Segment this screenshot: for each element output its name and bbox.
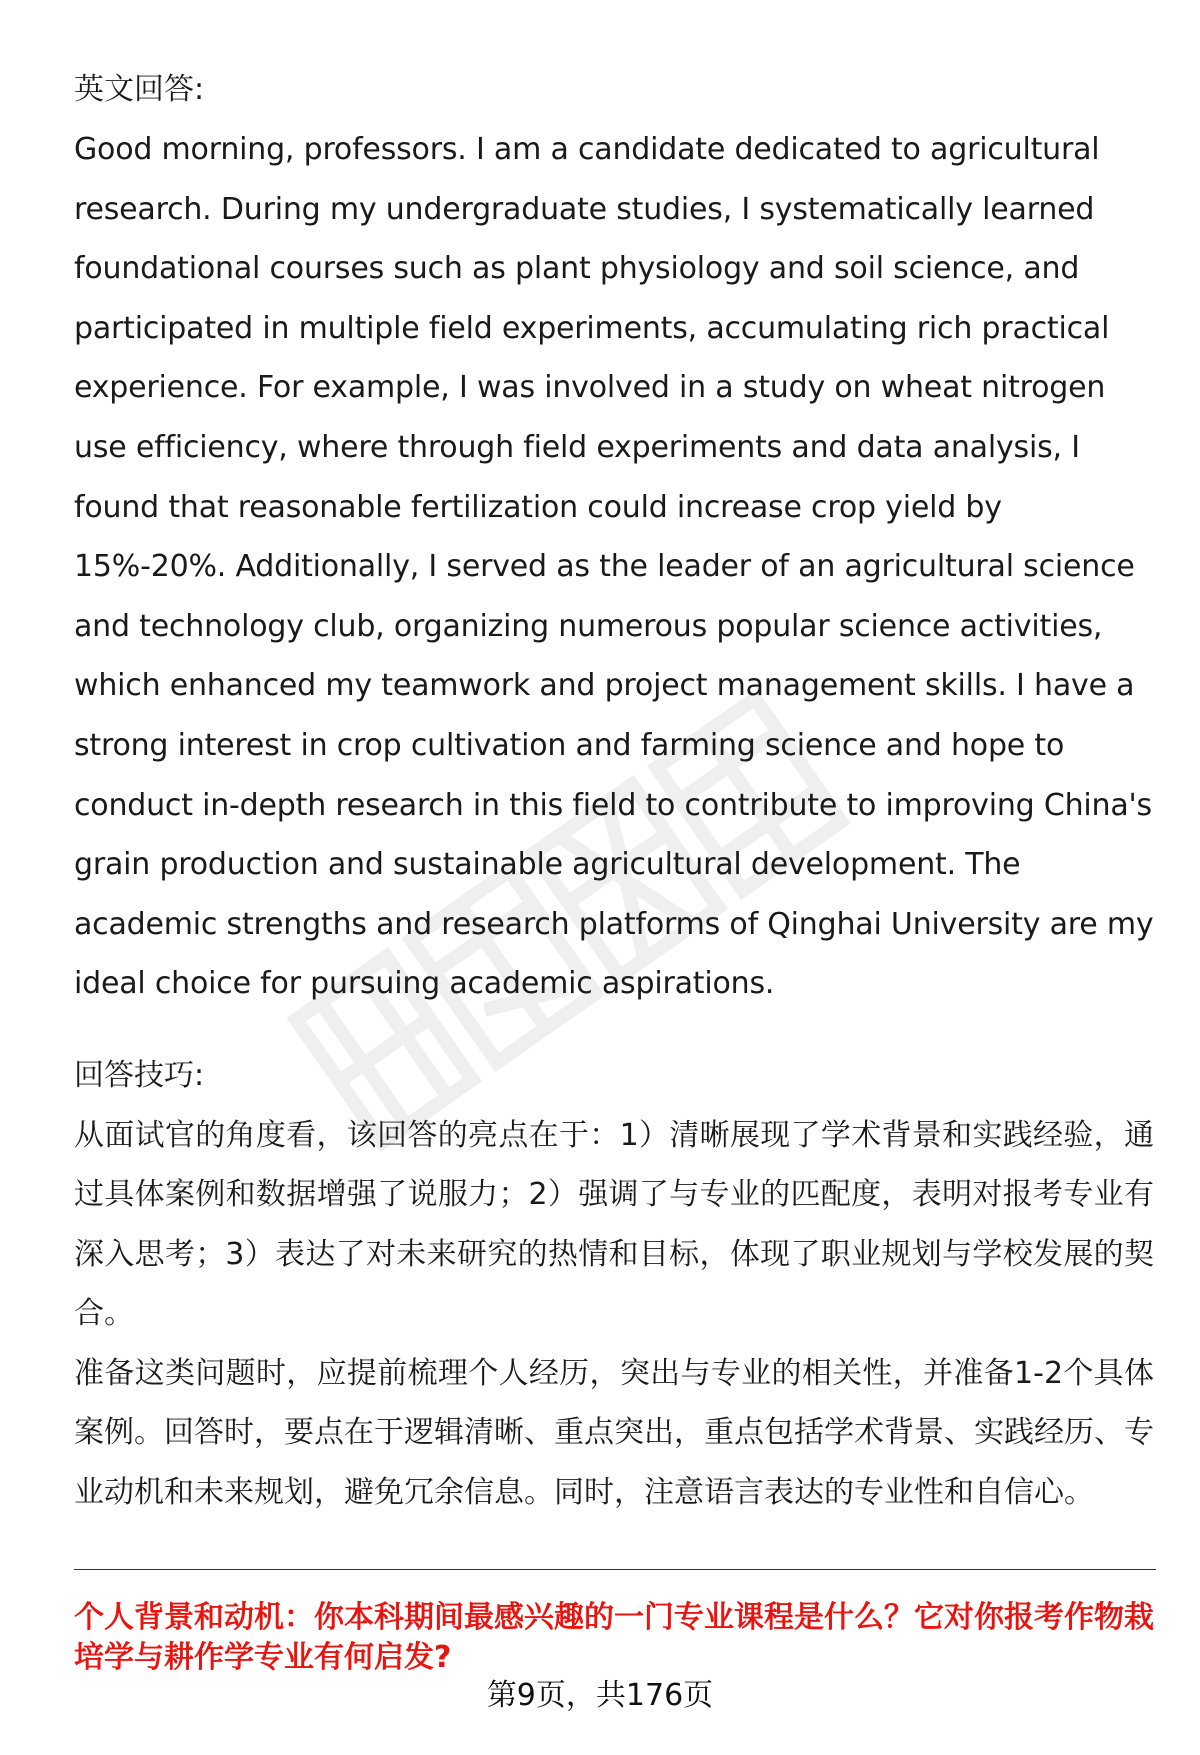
english-answer-label: 英文回答: <box>74 72 205 107</box>
next-question-heading: 个人背景和动机：你本科期间最感兴趣的一门专业课程是什么？它对你报考作物栽培学与耕作学专业有何启发? <box>74 1600 1154 1675</box>
answer-tips-paragraph-1: 从面试官的角度看，该回答的亮点在于：1）清晰展现了学术背景和实践经验，通过具体案例和数据增强了说服力；2）强调了与专业的匹配度，表明对报考专业有深入思考；3）表达了对未来研究的热情和目标，体现了职业规划与学校发展的契合。 <box>74 1117 1154 1332</box>
document-body <box>74 60 1154 1522</box>
section-divider <box>74 1569 1156 1570</box>
page-indicator: 第9页，共176页 <box>486 1678 714 1713</box>
answer-tips-label: 回答技巧: <box>74 1057 205 1093</box>
english-answer-text: Good morning, professors. I am a candidate dedicated to agricultural research. During my undergraduate studies, I systematically learned foundational courses such as plant physiology and soil science, and participated in multiple field experiments, accumulating rich practical experience. For example, I was involved in a study on wheat nitrogen use efficiency, where through field experiments and data analysis, I found that reasonable fertilization could increase crop yield by 15%-20%. Additionally, I served as the leader of an agricultural science and technology club, organizing numerous popular science activities, which enhanced my teamwork and project management skills. I have a strong interest in crop cultivation and farming science and hope to conduct in-depth research in this field to contribute to improving China's grain production and sustainable agricultural development. The academic strengths and research platforms of Qinghai University are my ideal choice for pursuing academic aspirations. <box>74 132 1154 1002</box>
answer-tips-paragraph-2: 准备这类问题时，应提前梳理个人经历，突出与专业的相关性，并准备1-2个具体案例。回答时，要点在于逻辑清晰、重点突出，重点包括学术背景、实践经历、专业动机和未来规划，避免冗余信息。同时，注意语言表达的专业性和自信心。 <box>74 1355 1154 1510</box>
